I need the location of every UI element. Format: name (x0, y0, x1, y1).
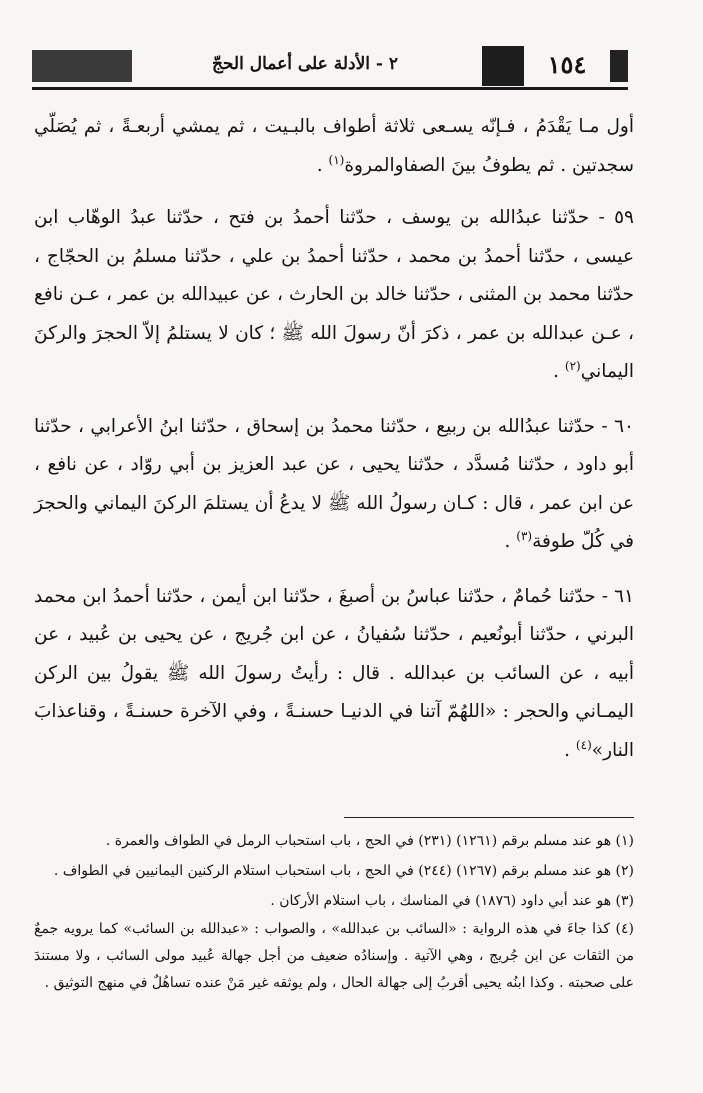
footnotes (34, 826, 634, 997)
paragraph (34, 578, 634, 771)
paragraph (34, 199, 634, 392)
footnote-marker: (٢) (564, 358, 581, 373)
paragraph-end: . (553, 361, 565, 382)
header-ornament-left (32, 50, 132, 82)
footnote: (١) هو عند مسلم برقم (١٢٦١) (٢٣١) في الحج ، باب استحباب الرمل في الطواف والعمرة . (105, 833, 634, 849)
paragraph-end: . (564, 739, 576, 761)
header-rule (32, 87, 628, 90)
paragraph (34, 408, 634, 562)
footnote: (٤) كذا جاءَ في هذه الرواية : «السائب بن عبدالله» ، والصواب : «عبدالله بن السائب» كما يرويه جمعٌ من الثقات عن ابن جُريج ، وهي الآتية . وإسنادُه ضعيف من أجل جهالة عُبيد مولى السائب ، ولا مستندَ على صحبته . وكذا ابنُه يحيى أقربُ إلى جهالة الحال ، ولم يوثقه غير مَنْ عنده تساهُلٌ في منهج التوثيق . (34, 921, 634, 991)
main-text (34, 108, 634, 786)
footnote-rule (344, 817, 634, 818)
paragraph-text: ٥٩ - حدّثنا عبدُالله بن يوسف ، حدّثنا أحمدُ بن فتح ، حدّثنا عبدُ الوهّاب ابن عيسى ، حدّثنا أحمدُ بن محمد ، حدّثنا أحمدُ بن علي ، حدّثنا مسلمُ بن الحجّاج ، حدّثنا محمد بن المثنى ، حدّثنا خالد بن الحارث ، عن عبيدالله بن عمر ، عـن نافع ، عـن عبدالله بن عمر ، ذكرَ أنّ رسولَ الله ﷺ ؛ كان لا يستلمُ إلاّ الحجرَ والركنَ اليماني (34, 207, 634, 382)
footnote: (٣) هو عند أبي داود (١٨٧٦) في المناسك ، باب استلام الأركان . (270, 893, 634, 909)
header-edge-bar (610, 50, 628, 82)
paragraph (34, 108, 634, 185)
page-number: ١٥٤ (547, 50, 587, 79)
header-ornament-right (482, 46, 524, 86)
paragraph-text: أول مـا يَقْدَمُ ، فـإنّه يسـعى ثلاثة أطواف بالبـيت ، ثم يمشي أربعـةً ، ثم يُصَلّي سجدتين . ثم يطوفُ بينَ الصفاوالمروة (34, 116, 634, 176)
running-head: ٢ - الأدلة على أعمال الحجّ (211, 54, 399, 74)
footnote: (٢) هو عند مسلم برقم (١٢٦٧) (٢٤٤) في الحج ، باب استحباب استلام الركنين اليمانيين في الطواف . (53, 863, 634, 879)
footnote-marker: (٣) (516, 528, 533, 543)
paragraph-end: . (504, 531, 517, 552)
paragraph-text: ٦٠ - حدّثنا عبدُالله بن ربيع ، حدّثنا محمدُ بن إسحاق ، حدّثنا ابنُ الأعرابي ، حدّثنا أبو داود ، حدّثنا مُسدَّد ، حدّثنا يحيى ، عن عبد العزيز بن أبي روّاد ، عن نافع ، عن ابن عمر ، قال : كـان رسولُ الله ﷺ لا يدعُ أن يستلمَ الركنَ اليماني والحجرَ في كُلّ طوفة (34, 415, 634, 552)
paragraph-end: . (316, 154, 329, 176)
paragraph-text: ٦١ - حدّثنا حُمامٌ ، حدّثنا عباسُ بن أصبغَ ، حدّثنا ابن أيمن ، حدّثنا أحمدُ ابن محمد البرني ، حدّثنا أبونُعيم ، حدّثنا سُفيانُ ، عن ابن جُريج ، عن يحيى بن عُبيد ، عن أبيه ، عن السائب بن عبدالله . قال : رأيتُ رسولَ الله ﷺ يقولُ بين الركن اليمـاني والحجر : «اللهُمّ آتنا في الدنيـا حسنـةً ، وفي الآخرة حسنـةً ، وقناعذابَ النار» (34, 585, 634, 761)
footnote-marker: (١) (328, 152, 345, 167)
footnote-marker: (٤) (575, 737, 592, 752)
